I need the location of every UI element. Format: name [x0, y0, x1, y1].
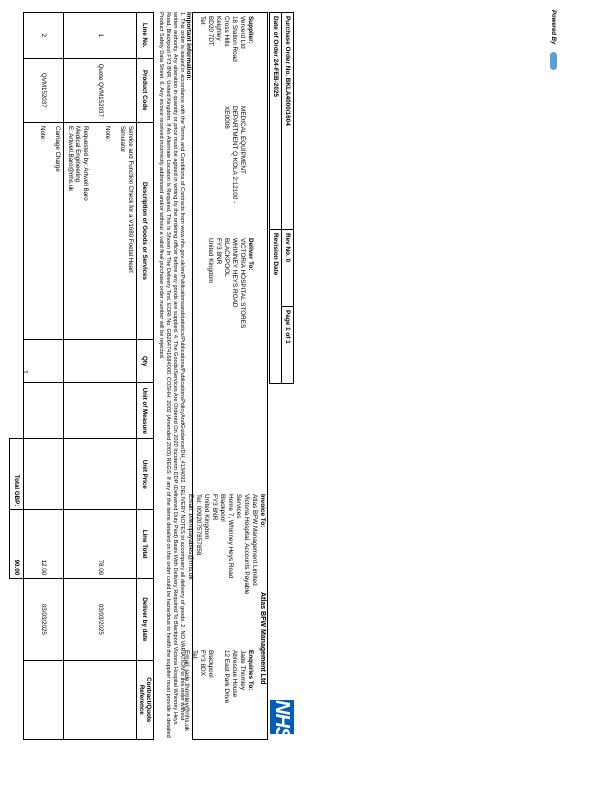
page-number: 1	[21, 370, 28, 374]
enquiries-line: Blackpool	[207, 650, 214, 678]
line-no: 2	[24, 13, 64, 59]
order-date: Date of Order 24-FEB-2025	[270, 13, 282, 230]
order-header-table	[269, 12, 294, 740]
total-row	[10, 13, 24, 740]
order-lines-table	[10, 12, 155, 740]
unit-price	[64, 439, 137, 510]
invoice-line: Victoria Hospital, Accounts Payable	[243, 494, 250, 595]
department-block	[222, 106, 246, 203]
invoice-line: Blackpool	[219, 494, 226, 522]
rotated-purchase-order	[13, 10, 296, 742]
deliver-by-date: 03/03/2025	[64, 579, 137, 660]
contract-reference	[64, 660, 137, 739]
powered-by-text: Powered By	[549, 10, 556, 45]
line-total: 78.00	[64, 510, 137, 579]
col-contract-reference: Contract/Quote Reference	[137, 660, 154, 739]
qty	[24, 339, 64, 382]
invoice-line: Home 7, Whinney Heys Road	[227, 494, 234, 579]
product-code: QVM152037	[24, 58, 64, 123]
enquiries-line: 12 East Park Drive	[223, 650, 230, 704]
enquiries-block: Enquiries To: Jade Thomley Abrescue House 12 East Park Drive Blackpool FY3 8DX Tel: Email: jade.thomley@nhs.uk	[183, 650, 254, 732]
department-line: XE0008	[223, 106, 230, 129]
supplier-line: Tel:	[199, 16, 206, 26]
col-qty: Qty	[137, 339, 154, 382]
deliver-to-block: Deliver To: VICTORIA HOSPITAL STORES WHINNEY HEYS ROAD BLACKPOOL FY3 8NR United Kingdom	[207, 238, 254, 329]
revision-date: Revision Date	[270, 230, 282, 384]
table-header-row	[137, 13, 154, 740]
unit-price	[24, 439, 64, 510]
supplier-line: BD20 7DT	[207, 16, 214, 46]
invoice-line: Email: bfwmpayables@nhs.uk	[187, 494, 194, 580]
col-line-total: Line Total	[137, 510, 154, 579]
invoice-line: FY3 8NR	[211, 494, 218, 521]
nhs-logo: NHS	[271, 700, 293, 740]
enquiries-line: Jade Thomley	[239, 650, 246, 691]
contract-reference	[24, 660, 64, 739]
supplier-line: Ververd Ltd	[239, 16, 246, 49]
unit-of-measure	[64, 383, 137, 439]
deliver-line: United Kingdom	[207, 238, 214, 284]
deliver-by-date: 03/03/2025	[24, 579, 64, 660]
unit-of-measure	[24, 383, 64, 439]
invoice-line: United Kingdom	[203, 494, 210, 540]
po-number: Purchase Order No. BKLA4000/1604	[282, 13, 294, 230]
supplier-line: Keighley	[215, 16, 222, 41]
powered-by-badge	[545, 10, 559, 120]
deliver-line: BLACKPOOL	[223, 238, 230, 277]
company-name: Atlas BFW Management Ltd	[259, 592, 266, 685]
enquiries-line: FY3 8DX	[199, 650, 206, 676]
total-label: Total GBP:	[10, 439, 24, 510]
supplier-line: Cross Hills	[223, 16, 230, 47]
table-row	[24, 13, 64, 740]
enquiries-line: Tel:	[191, 650, 198, 660]
col-unit-of-measure: Unit of Measure	[137, 383, 154, 439]
revision-number: Rev No. 0	[282, 230, 294, 307]
notes-title: Important Information:	[185, 12, 192, 81]
enquiries-line: Abrescue House	[231, 650, 238, 698]
deliver-line: FY3 8NR	[215, 238, 222, 265]
total-value: 90.00	[10, 510, 24, 579]
department-line: MEDICAL EQUIPMENT	[239, 106, 246, 174]
line-no: 1	[64, 13, 137, 59]
invoice-to-block: Invoice To: Atlas BFW Management Limited Victoria Hospital, Accounts Payable Services Home 7, Whinney Heys Road Blackpool FY3 8NR United Kingdom Tel: 00920757857858 Email: bfwmpayables@nhs.uk	[187, 494, 266, 595]
description: Service and Function Check for a V1680 Foetal Heart Simulator Note: Requested by: Artwell Baro Medical Engineering E: Artwell.Baro@nhs.uk	[64, 123, 137, 340]
notes-text: 1. This order is issued in accordance with the Terms and Conditions of Contracts from www.nhs.gov.uk/en/Publicationsandstatistics/Publications/PublicationsPolicyAndGuidance/DH_4134092. DELIVERY NOTES to accompany all delivery of goods. 2. NO VARIATION to this order without written authority. Any alteration in quantity or price must be agreed in writing by the ordering officer before any goods are supplied. 4. The Goods/Services Are Ordered On 2020 Incoterm DDP (Delivered Duty Paid) Basis With Delivery Required To Blackpool Victoria Hospital Whinney Heys Road, Blackpool FY3 8NR, United Kingdom. If An Alternate Location Is Required, This Is Shown In The Delivery Text. EORI No. GB264741684000. COSHH: 2002 (Amended 2003) REGS: If any of the items detailed on this order could be hazardous to health the supplier must provide a detailed Product Safety Data Sheet. 6. Any invoice received incorrectly addressed and/or without a valid final purchase order number will be rejected.	[158, 12, 185, 738]
col-description: Description of Goods or Services	[137, 123, 154, 340]
line-total: 12.00	[24, 510, 64, 579]
deliver-line: WHINNEY HEYS ROAD	[231, 238, 238, 308]
col-unit-price: Unit Price	[137, 439, 154, 510]
enquiries-line: Email: jade.thomley@nhs.uk	[183, 650, 190, 732]
deliver-line: VICTORIA HOSPITAL STORES	[239, 238, 246, 329]
cloud-logo-icon	[550, 52, 557, 70]
enquiries-line	[214, 650, 222, 731]
important-information	[157, 12, 192, 738]
col-product-code: Product Code	[137, 58, 154, 123]
col-deliver-by: Deliver by date	[137, 579, 154, 660]
invoice-line: Atlas BFW Management Limited	[251, 494, 258, 586]
col-line-no: Line No.	[137, 13, 154, 59]
department-line: DEPARTMENT Q KOLA 2:12100 -	[231, 106, 238, 204]
supplier-line: 18 Station Road	[231, 16, 238, 62]
qty	[64, 339, 137, 382]
table-row	[64, 13, 137, 740]
invoice-line: Services	[235, 494, 242, 519]
supplier-block: Supplier: Ververd Ltd 18 Station Road Cross Hills Keighley BD20 7DT Tel:	[199, 16, 254, 62]
invoice-line: Tel: 00920757857858	[195, 494, 202, 556]
description: Carriage Charge Note:	[24, 123, 64, 340]
page-count: Page 1 of 1	[282, 307, 294, 384]
product-code: Quote QVM152037	[64, 58, 137, 123]
